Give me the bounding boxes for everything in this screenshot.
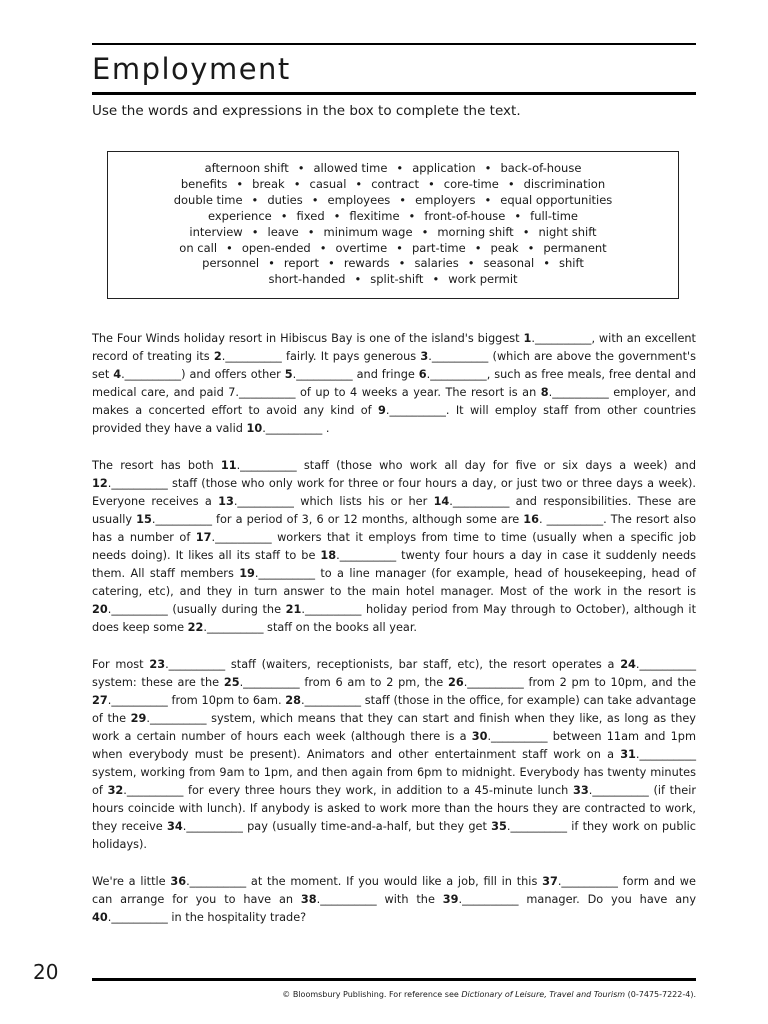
footer-prefix: © Bloomsbury Publishing. For reference see [282,990,462,999]
title-rule [92,92,696,95]
bullet-separator: • [236,176,244,191]
footer-suffix: (0-7475-7222-4). [625,990,696,999]
word-box-term: report [283,256,320,271]
gap-number: 3 [420,350,429,364]
gap-number: 11 [220,458,237,472]
gap-number: 22 [187,621,204,635]
bullet-separator: • [408,208,416,223]
word-box-term: short-handed [268,272,346,287]
bullet-separator: • [251,192,259,207]
text-segment: .__________ from 6 am to 2 pm, the [239,675,448,689]
gap-number: 6 [418,368,427,382]
bullet-separator: • [293,176,301,191]
text-segment: .__________. It will employ staff from other countries provided they have a valid [92,404,696,436]
text-segment: .__________ from 10pm to 6am. [107,693,286,707]
bottom-rule [92,978,696,981]
gap-number: 23 [149,657,166,671]
text-segment: .__________ employer, and makes a concerted effort to avoid any kind of [92,386,697,418]
text-segment: .__________ for every three hours they work, in addition to a 45-minute lunch [123,784,573,798]
word-box-line [108,241,678,257]
text-segment: .__________ system, which means that they can start and finish when they like, as long as they work a certain number of hours each week (although there is a [92,711,696,743]
bullet-separator: • [328,256,335,271]
gap-number: 14 [433,494,450,508]
bullet-separator: • [484,192,492,207]
text-segment: .__________ holiday period from May through to October), although it does keep some [92,603,696,635]
bullet-separator: • [251,224,259,239]
top-rule [92,43,696,45]
page-title: Employment [92,52,291,86]
gap-number: 37 [542,874,558,888]
bullet-separator: • [522,224,530,239]
bullet-separator: • [311,192,319,207]
text-paragraph [92,330,696,439]
text-segment: .__________ form and we can arrange for you to have an [92,874,696,906]
word-box-term: employers [415,192,476,207]
text-segment: .__________ in the hospitality trade? [107,910,307,924]
text-segment: .__________ (if their hours coincide with lunch). If anybody is asked to work more than the hours they are contracted to work, they receive [92,784,696,834]
text-segment: .__________ staff (those in the office, for example) can take advantage of the [92,693,696,725]
gap-number: 32 [107,784,124,798]
bullet-separator: • [474,240,482,255]
gap-number: 2 [213,350,222,364]
text-segment: .__________ workers that it employs from time to time (usually when a specific job needs doing). It likes all its staff to be [92,530,696,563]
footer-book-title: Dictionary of Leisure, Travel and Tourism [461,990,626,999]
word-box-term: application [412,161,476,175]
word-box-term: core-time [443,176,499,191]
text-segment: .__________ pay (usually time-and-a-half, but they get [182,820,492,834]
gap-number: 34 [167,820,183,834]
bullet-separator: • [396,161,404,175]
footer-credit [282,990,696,999]
word-box-term: afternoon shift [204,161,289,175]
bullet-separator: • [421,224,429,239]
word-box-term: equal opportunities [500,192,613,207]
text-segment: .__________ system: these are the [92,657,696,689]
text-segment: The Four Winds holiday resort in Hibiscus Bay is one of the island's biggest [92,332,524,345]
page-number: 20 [33,960,59,984]
word-box-line [108,193,678,209]
text-segment: .__________ staff (those who only work for three or four hours a day, or just two or three days a week). Everyone receives a [92,476,696,508]
gap-number: 16 [523,512,539,526]
word-box-term: morning shift [437,224,514,239]
gap-number: 19 [239,567,255,581]
text-segment: The resort has both [92,458,221,472]
gap-number: 29 [130,711,147,725]
text-segment: .__________) and offers other [121,368,285,382]
gap-number: 27 [92,693,108,707]
gap-number: 18 [320,549,337,563]
text-segment: .__________ at the moment. If you would like a job, fill in this [186,874,543,888]
word-box-term: personnel [202,256,260,271]
gap-number: 36 [170,874,187,888]
word-box-term: seasonal [483,256,535,271]
gap-number: 17 [195,530,212,544]
gap-number: 4 [113,368,122,382]
bullet-separator: • [514,208,522,223]
word-box-term: duties [267,192,303,207]
bullet-separator: • [280,208,288,223]
word-box-term: interview [189,224,243,239]
bullet-separator: • [307,224,315,239]
bullet-separator: • [354,272,362,287]
word-box-term: salaries [414,256,459,271]
text-paragraph [92,656,696,855]
text-segment: .__________ (usually during the [107,603,286,617]
text-segment: .__________ if they work on public holidays). [92,820,696,852]
word-box-term: open-ended [241,240,311,255]
word-box-term: minimum wage [323,224,413,239]
text-segment: .__________ from 2 pm to 10pm, and the [463,675,696,689]
word-box-term: shift [559,256,584,271]
bullet-separator: • [396,240,403,255]
bullet-separator: • [484,161,492,175]
word-box-term: rewards [343,256,390,271]
instruction-text: Use the words and expressions in the box to complete the text. [92,103,521,119]
bullet-separator: • [427,176,435,191]
text-segment: .__________ twenty four hours a day in case it suddenly needs them. All staff members [92,549,697,581]
word-box-term: permanent [543,240,607,255]
gap-number: 30 [471,729,488,743]
word-box-term: full-time [530,208,578,223]
text-segment: .__________ (which are above the government's set [92,350,697,382]
gap-number: 20 [92,603,108,617]
text-segment: .__________, with an excellent record of treating its [92,332,696,364]
text-segment: .__________ staff (waiters, receptionists, bar staff, etc), the resort operates a [165,657,621,671]
gap-number: 13 [218,494,234,508]
text-segment: .__________ . [262,422,330,436]
word-box [107,151,679,299]
gap-number: 8 [540,386,549,400]
word-box-term: work permit [448,272,518,287]
gap-number: 28 [285,693,301,707]
text-segment: .__________ manager. Do you have any [458,892,696,906]
gap-number: 10 [246,422,263,436]
text-segment: .__________ between 11am and 1pm when everybody must be present). Animators and other entertainment staff work on a [92,729,696,761]
bullet-separator: • [543,256,551,271]
word-box-term: allowed time [313,161,388,175]
word-box-term: front-of-house [424,208,506,223]
word-box-term: night shift [538,224,597,239]
word-box-term: double time [173,192,243,207]
text-segment: .__________ and fringe [292,368,419,382]
gap-number: 39 [442,892,459,906]
bullet-separator: • [398,256,406,271]
bullet-separator: • [432,272,440,287]
text-segment: .__________ to a line manager (for example, head of housekeeping, head of catering, etc), and they in turn answer to the main hotel manager. Most of the work in the resort is [92,567,696,599]
word-box-term: experience [208,208,272,223]
word-box-line [108,272,678,288]
gap-number: 1 [523,332,532,345]
text-segment: .__________ staff (those who work all day for five or six days a week) and [236,458,696,472]
word-box-line [108,256,678,272]
gap-number: 40 [92,910,108,924]
word-box-line [108,177,678,193]
text-paragraph [92,457,696,638]
word-box-term: break [252,176,285,191]
gap-number: 12 [92,476,108,490]
word-box-line [108,225,678,241]
text-segment: .__________ with the [316,892,443,906]
gap-number: 5 [284,368,293,382]
word-box-term: flexitime [349,208,400,223]
word-box-term: benefits [180,176,228,191]
word-box-term: leave [267,224,299,239]
bullet-separator: • [268,256,275,271]
bullet-separator: • [355,176,363,191]
text-segment: .__________, such as free meals, free dental and medical care, and paid 7.__________ of up to 4 weeks a year. The resort is an [92,368,697,400]
bullet-separator: • [319,240,327,255]
word-box-term: contract [371,176,419,191]
text-segment: .__________ for a period of 3, 6 or 12 months, although some are [151,512,524,526]
text-segment: .__________ and responsibilities. These are usually [92,494,696,526]
word-box-line [108,161,678,177]
gap-number: 35 [491,820,507,834]
text-paragraph [92,873,696,927]
gap-number: 21 [285,603,302,617]
bullet-separator: • [527,240,535,255]
text-segment: .__________ fairly. It pays generous [221,350,421,364]
exercise-text [92,330,696,945]
gap-number: 15 [136,512,152,526]
text-segment: .__________ staff on the books all year. [203,621,418,635]
bullet-separator: • [297,161,305,175]
word-box-term: back-of-house [500,161,582,175]
gap-number: 31 [620,747,636,761]
bullet-separator: • [467,256,475,271]
gap-number: 9 [377,404,386,418]
word-box-term: discrimination [523,176,606,191]
gap-number: 38 [300,892,317,906]
bullet-separator: • [226,240,233,255]
text-segment: . __________. The resort also has a number of [92,512,696,544]
text-segment: .__________ which lists his or her [233,494,434,508]
gap-number: 26 [447,675,464,689]
word-box-term: part-time [411,240,466,255]
gap-number: 25 [223,675,240,689]
word-box-term: overtime [335,240,388,255]
bullet-separator: • [507,176,515,191]
bullet-separator: • [333,208,341,223]
word-box-term: on call [179,240,218,255]
bullet-separator: • [399,192,407,207]
word-box-line [108,209,678,225]
text-segment: We're a little [92,874,171,888]
word-box-term: peak [490,240,519,255]
text-segment: .__________ system, working from 9am to 1pm, and then again from 6pm to midnight. Everybody has twenty minutes of [92,747,696,798]
word-box-term: employees [327,192,391,207]
word-box-term: split-shift [370,272,424,287]
gap-number: 24 [620,657,636,671]
text-segment: For most [92,657,150,671]
word-box-term: fixed [296,208,325,223]
word-box-term: casual [309,176,347,191]
gap-number: 33 [573,784,589,798]
